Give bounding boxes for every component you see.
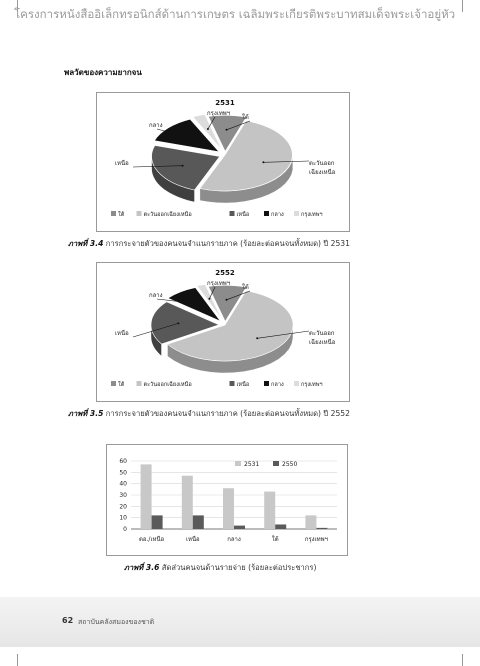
page-number: 62 bbox=[62, 616, 74, 625]
slice-label: ใต้ bbox=[242, 284, 249, 291]
legend-label: กรุงเทพฯ bbox=[301, 212, 323, 218]
bar-chart bbox=[107, 445, 347, 555]
bar-2531 bbox=[305, 515, 316, 529]
section-title: พลวัตของความยากจน bbox=[64, 68, 142, 77]
slice-label: กลาง bbox=[149, 292, 163, 299]
bar-2531 bbox=[223, 488, 234, 529]
leader-dot bbox=[226, 129, 228, 131]
bar-chart-panel bbox=[106, 444, 348, 556]
bar-2531 bbox=[141, 464, 152, 529]
y-tick-label: 50 bbox=[119, 469, 127, 477]
y-tick-label: 10 bbox=[119, 514, 127, 522]
legend-label: ใต้ bbox=[118, 382, 125, 388]
leader-dot bbox=[262, 161, 264, 163]
figure-caption bbox=[124, 562, 316, 574]
bar-2531 bbox=[182, 476, 193, 529]
leader-dot bbox=[226, 299, 228, 301]
y-tick-label: 30 bbox=[119, 492, 127, 499]
running-header: โครงการหนังสืออิเล็กทรอนิกส์ด้านการเกษตร เฉลิมพระเกียรติพระบาทสมเด็จพระเจ้าอยู่หัว bbox=[14, 7, 456, 21]
bar-2550 bbox=[234, 526, 245, 529]
pie-chart-2531-panel bbox=[96, 92, 350, 232]
legend-label: 2550 bbox=[282, 461, 298, 468]
y-tick-label: 0 bbox=[123, 526, 127, 533]
legend-swatch-north bbox=[230, 381, 235, 386]
pie-chart-2552-panel bbox=[96, 262, 350, 402]
legend-swatch-northeast bbox=[137, 211, 142, 216]
chart-title: 2552 bbox=[215, 269, 235, 277]
legend-swatch-northeast bbox=[137, 381, 142, 386]
slice-label: เฉียงเหนือ bbox=[309, 169, 336, 176]
slice-label: ตะวันออก bbox=[309, 160, 335, 167]
x-tick-label: เหนือ bbox=[185, 536, 200, 543]
slice-label: ใต้ bbox=[242, 114, 249, 121]
x-tick-label: ใต้ bbox=[271, 536, 279, 543]
bar-2550 bbox=[275, 524, 286, 529]
y-tick-label: 60 bbox=[119, 458, 127, 465]
chart-title: 2531 bbox=[215, 99, 235, 107]
legend-label: กลาง bbox=[271, 212, 284, 218]
legend-swatch-south bbox=[111, 211, 116, 216]
bar-2531 bbox=[264, 492, 275, 529]
leader-dot bbox=[256, 337, 258, 339]
legend-swatch-bangkok bbox=[294, 211, 299, 216]
legend-swatch-central bbox=[264, 381, 269, 386]
slice-label: เหนือ bbox=[115, 330, 129, 337]
leader-dot bbox=[177, 322, 179, 324]
slice-label: เฉียงเหนือ bbox=[309, 339, 336, 346]
figure-caption bbox=[68, 408, 350, 420]
legend-swatch-bangkok bbox=[294, 381, 299, 386]
leader-dot bbox=[195, 303, 197, 305]
slice-label: กรุงเทพฯ bbox=[207, 110, 231, 117]
leader-dot bbox=[207, 128, 209, 130]
pie-chart-2552 bbox=[97, 263, 349, 401]
legend-label: 2531 bbox=[244, 461, 260, 468]
leader-dot bbox=[182, 165, 184, 167]
legend-label: กลาง bbox=[271, 382, 284, 388]
legend-label: เหนือ bbox=[236, 212, 250, 218]
slice-label: ตะวันออก bbox=[309, 330, 335, 337]
figure-label: ภาพที่ 3.4 bbox=[68, 239, 104, 248]
leader-dot bbox=[187, 137, 189, 139]
legend-swatch bbox=[273, 461, 279, 466]
crop-mark bbox=[462, 654, 463, 666]
legend-label: เหนือ bbox=[236, 382, 250, 388]
figure-caption bbox=[68, 238, 350, 250]
publisher-name: สถาบันคลังสมองของชาติ bbox=[78, 618, 155, 626]
x-tick-label: ตอ./เหนือ bbox=[139, 536, 165, 543]
legend-swatch-central bbox=[264, 211, 269, 216]
bar-2550 bbox=[152, 515, 163, 529]
legend-label: กรุงเทพฯ bbox=[301, 382, 323, 388]
x-tick-label: กรุงเทพฯ bbox=[304, 536, 328, 543]
bar-2550 bbox=[193, 515, 204, 529]
figure-label: ภาพที่ 3.5 bbox=[68, 409, 104, 418]
bar-2550 bbox=[316, 528, 327, 529]
legend-label: ใต้ bbox=[118, 212, 125, 218]
x-tick-label: กลาง bbox=[227, 536, 241, 543]
y-tick-label: 20 bbox=[119, 503, 127, 511]
legend-label: ตะวันออกเฉียงเหนือ bbox=[143, 212, 192, 218]
slice-label: กลาง bbox=[149, 122, 163, 129]
legend-swatch bbox=[235, 461, 241, 466]
legend-swatch-north bbox=[230, 211, 235, 216]
crop-mark bbox=[17, 654, 18, 666]
figure-caption-text: สัดส่วนคนจนด้านรายจ่าย (ร้อยละต่อประชากร) bbox=[159, 563, 317, 572]
leader-dot bbox=[208, 298, 210, 300]
slice-label: เหนือ bbox=[115, 160, 129, 167]
slice-label: กรุงเทพฯ bbox=[207, 280, 231, 287]
figure-caption-text: การกระจายตัวของคนจนจำแนกรายภาค (ร้อยละต่อคนจนทั้งหมด) ปี 2552 bbox=[103, 409, 350, 418]
legend-label: ตะวันออกเฉียงเหนือ bbox=[143, 382, 192, 388]
y-tick-label: 40 bbox=[119, 480, 127, 488]
figure-caption-text: การกระจายตัวของคนจนจำแนกรายภาค (ร้อยละต่อคนจนทั้งหมด) ปี 2531 bbox=[103, 239, 350, 248]
legend-swatch-south bbox=[111, 381, 116, 386]
figure-label: ภาพที่ 3.6 bbox=[124, 563, 160, 572]
pie-chart-2531 bbox=[97, 93, 349, 231]
